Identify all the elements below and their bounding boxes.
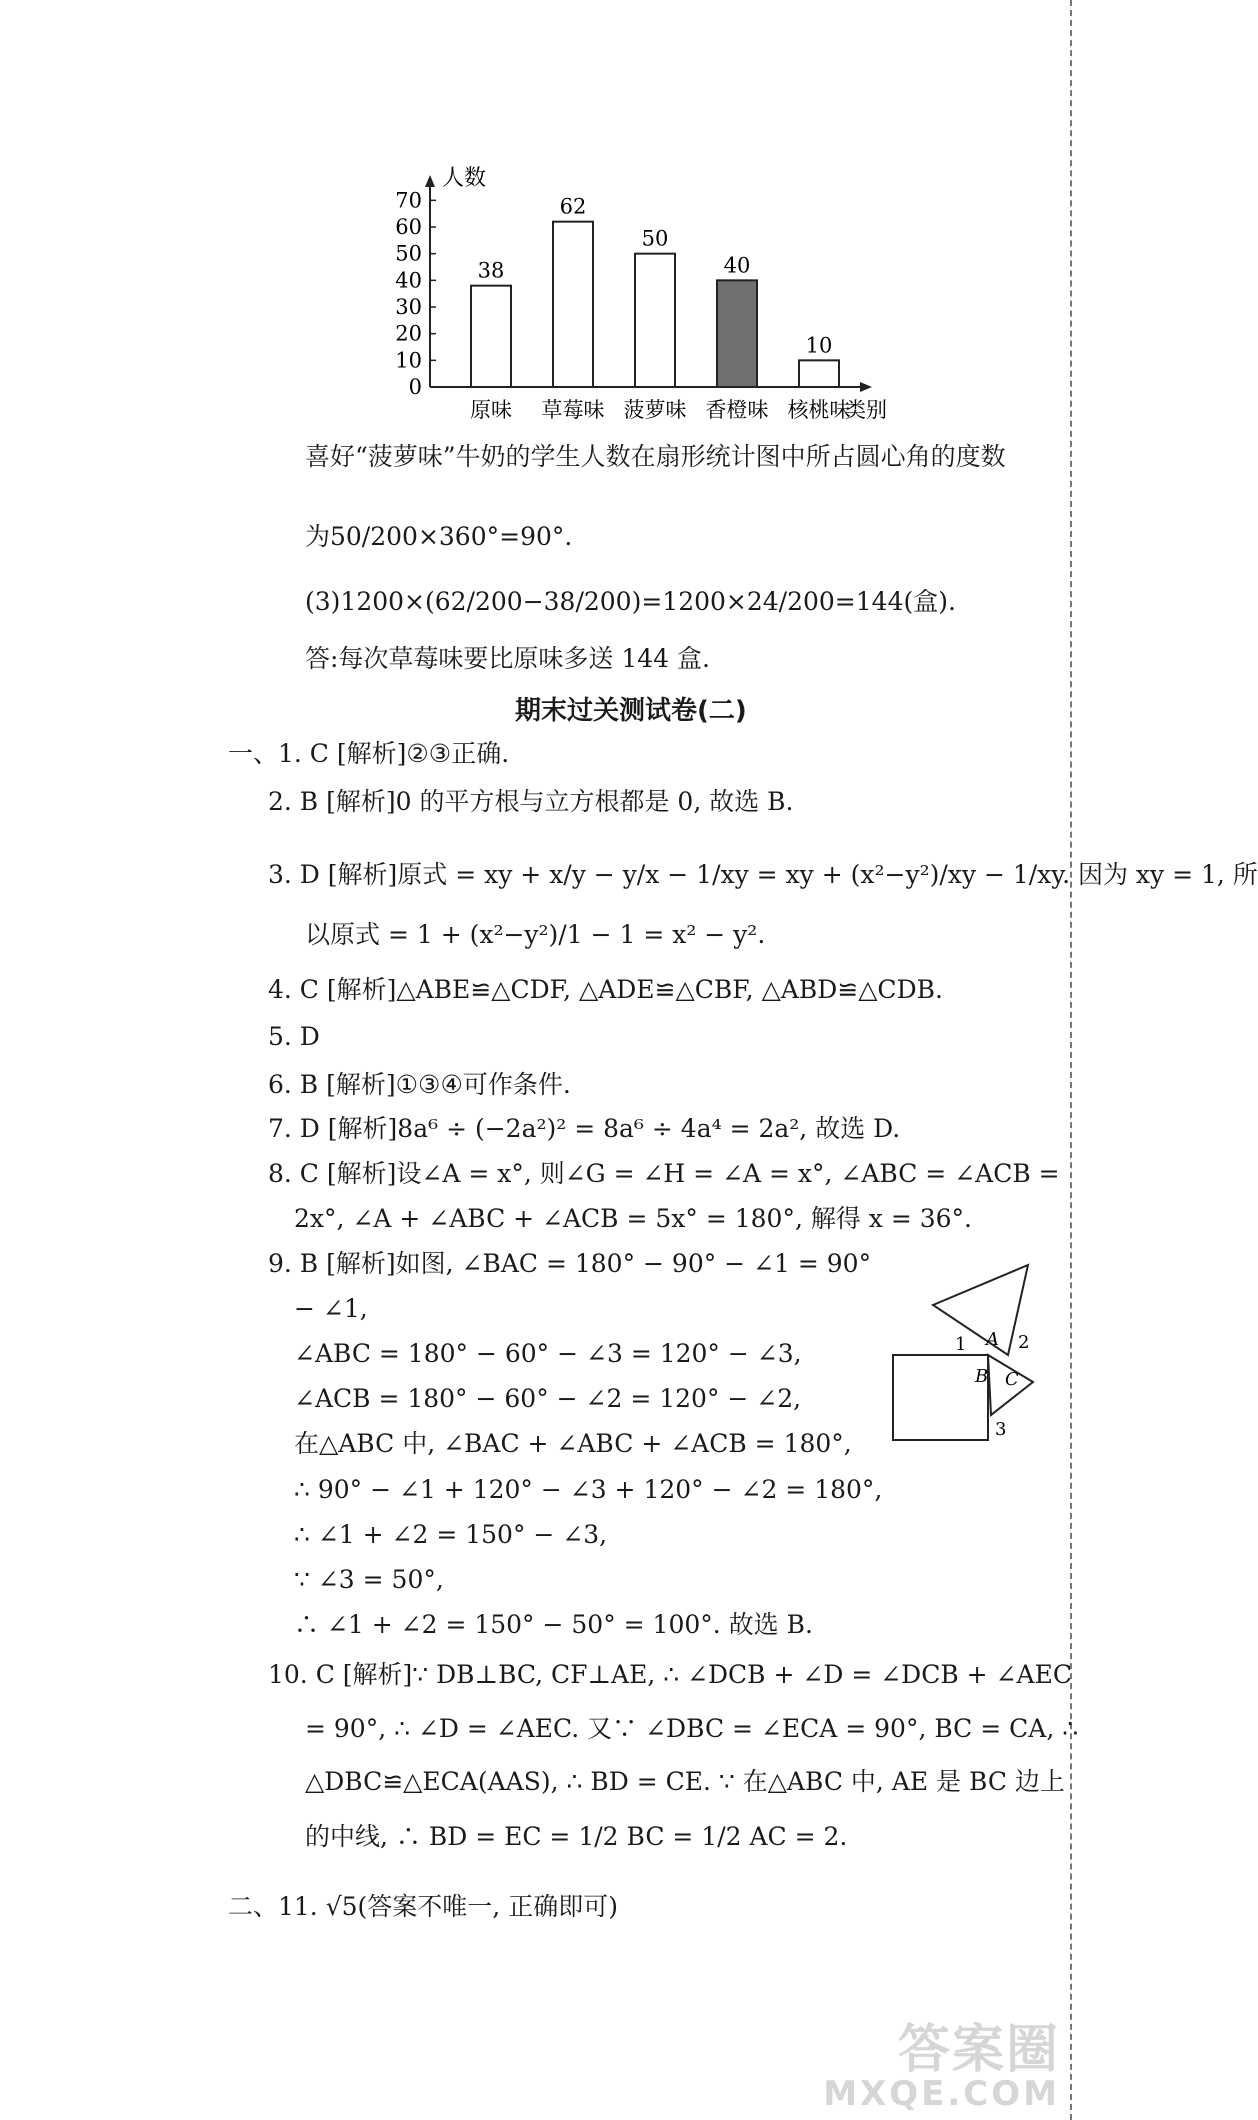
- y-tick-label: 60: [395, 215, 422, 239]
- bar-value-label: 40: [723, 253, 751, 278]
- answer-q10-line2: = 90°, ∴ ∠D = ∠AEC. 又∵ ∠DBC = ∠ECA = 90°, BC = CA, ∴: [305, 1714, 1079, 1743]
- y-tick-label: 40: [395, 268, 422, 293]
- answer-q9-line3: ∠ABC = 180° − 60° − ∠3 = 120° − ∠3,: [294, 1339, 802, 1368]
- upper-triangle: [933, 1265, 1028, 1355]
- bar-chart: [380, 166, 887, 432]
- x-tick-label: 原味: [470, 398, 512, 422]
- answer-q8-line1: 8. C [解析]设∠A = x°, 则∠G = ∠H = ∠A = x°, ∠ABC = ∠ACB =: [268, 1159, 1060, 1188]
- answer-q6: 6. B [解析]①③④可作条件.: [268, 1070, 571, 1099]
- text-line-2: 为50/200×360°=90°.: [305, 522, 573, 551]
- bar: [635, 254, 675, 387]
- answer-q9-line9: ∴ ∠1 + ∠2 = 150° − 50° = 100°. 故选 B.: [294, 1610, 813, 1639]
- y-tick-label: 70: [395, 188, 422, 213]
- bar: [799, 360, 839, 387]
- label-3: 3: [995, 1419, 1007, 1440]
- answer-q9-line5: 在△ABC 中, ∠BAC + ∠ABC + ∠ACB = 180°,: [294, 1429, 852, 1458]
- answer-q10-line4: 的中线, ∴ BD = EC = 1/2 BC = 1/2 AC = 2.: [305, 1822, 848, 1851]
- section-title: 期末过关测试卷(二): [515, 696, 747, 726]
- bar-value-label: 10: [805, 333, 833, 358]
- answer-q9-line4: ∠ACB = 180° − 60° − ∠2 = 120° − ∠2,: [294, 1384, 802, 1413]
- text-line-3: (3)1200×(62/200−38/200)=1200×24/200=144(盒).: [305, 587, 956, 616]
- answer-q4: 4. C [解析]△ABE≌△CDF, △ADE≌△CBF, △ABD≌△CDB.: [268, 975, 943, 1004]
- answer-q3-line1: 3. D [解析]原式 = xy + x/y − y/x − 1/xy = xy + (x²−y²)/xy − 1/xy. 因为 xy = 1, 所: [268, 860, 1258, 889]
- x-tick-label: 核桃味: [787, 398, 851, 422]
- answer-q8-line2: 2x°, ∠A + ∠ABC + ∠ACB = 5x° = 180°, 解得 x = 36°.: [294, 1204, 972, 1233]
- answer-q9-line6: ∴ 90° − ∠1 + 120° − ∠3 + 120° − ∠2 = 180°,: [294, 1475, 883, 1504]
- x-tick-label: 菠萝味: [623, 398, 687, 422]
- bar-value-label: 50: [641, 226, 669, 251]
- text-line-4: 答:每次草莓味要比原味多送 144 盒.: [305, 644, 710, 673]
- square: [893, 1355, 988, 1440]
- answer-q9-line1: 9. B [解析]如图, ∠BAC = 180° − 90° − ∠1 = 90°: [268, 1249, 872, 1278]
- answer-q11: 二、11. √5(答案不唯一, 正确即可): [228, 1892, 618, 1921]
- answer-q9-line7: ∴ ∠1 + ∠2 = 150° − ∠3,: [294, 1520, 608, 1549]
- x-tick-label: 香橙味: [705, 398, 769, 422]
- bar-value-label: 62: [559, 194, 587, 219]
- answer-q10-line1: 10. C [解析]∵ DB⊥BC, CF⊥AE, ∴ ∠DCB + ∠D = ∠DCB + ∠AEC: [268, 1660, 1072, 1689]
- y-tick-label: 50: [395, 241, 422, 266]
- y-axis-label: 人数: [442, 166, 487, 191]
- label-A: A: [986, 1329, 999, 1350]
- label-B: B: [975, 1366, 989, 1387]
- label-1: 1: [955, 1334, 967, 1355]
- watermark-text: 答案圈: [897, 2020, 1060, 2080]
- y-tick-label: 10: [395, 348, 422, 373]
- answer-q3-line2: 以原式 = 1 + (x²−y²)/1 − 1 = x² − y².: [305, 920, 766, 949]
- bar: [717, 280, 757, 387]
- answer-q10-line3: △DBC≌△ECA(AAS), ∴ BD = CE. ∵ 在△ABC 中, AE 是 BC 边上: [305, 1767, 1065, 1796]
- y-tick-label: 20: [395, 321, 422, 346]
- answer-q9-line2: − ∠1,: [294, 1294, 368, 1323]
- right-margin-rule: [1070, 0, 1072, 2120]
- triangle-square-figure: [893, 1260, 1063, 1440]
- bar: [553, 222, 593, 387]
- label-C: C: [1005, 1369, 1019, 1390]
- y-axis-arrow: [425, 175, 435, 187]
- answer-q5: 5. D: [268, 1022, 320, 1051]
- y-tick-label: 30: [395, 295, 422, 319]
- watermark: [823, 2007, 1060, 2114]
- answer-q1: 一、1. C [解析]②③正确.: [228, 739, 510, 768]
- x-tick-label: 草莓味: [541, 398, 605, 422]
- watermark-url: MXQE.COM: [823, 2074, 1060, 2114]
- bar: [471, 286, 511, 387]
- answer-q9-line8: ∵ ∠3 = 50°,: [294, 1565, 444, 1594]
- bar-value-label: 38: [477, 258, 505, 283]
- x-axis-arrow: [860, 382, 872, 392]
- answer-q2: 2. B [解析]0 的平方根与立方根都是 0, 故选 B.: [268, 787, 794, 816]
- text-line-1: 喜好“菠萝味”牛奶的学生人数在扇形统计图中所占圆心角的度数: [305, 442, 1006, 471]
- y-tick-label: 0: [408, 375, 422, 399]
- x-axis-label: 类别: [845, 398, 887, 422]
- answer-q7: 7. D [解析]8a⁶ ÷ (−2a²)² = 8a⁶ ÷ 4a⁴ = 2a², 故选 D.: [268, 1114, 901, 1143]
- label-2: 2: [1018, 1332, 1030, 1353]
